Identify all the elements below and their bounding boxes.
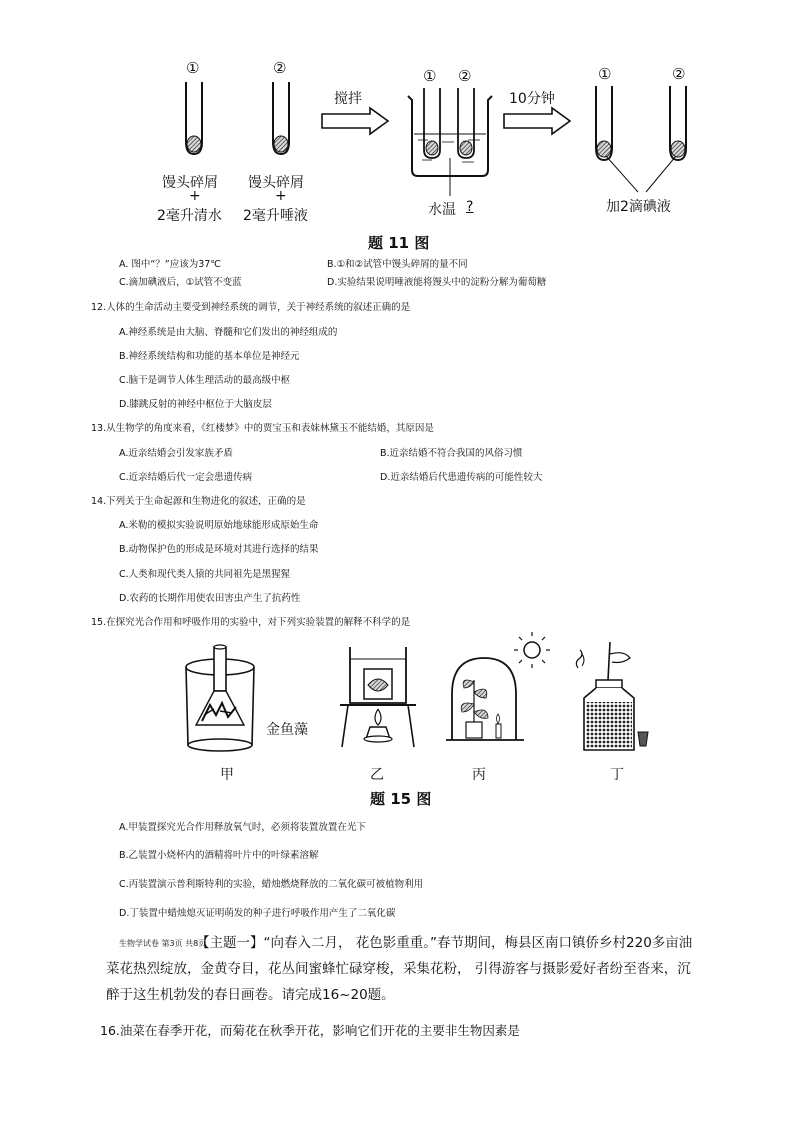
tube1-label-line1: 馒头碎屑 xyxy=(162,175,218,191)
q16-stem: 16.油菜在春季开花，而菊花在秋季开花，影响它们开花的主要非生物因素是 xyxy=(100,1023,520,1038)
q11-option-d: D.实验结果说明唾液能将馒头中的淀粉分解为葡萄糖 xyxy=(327,277,547,288)
q12-option-b: B.神经系统结构和功能的基本单位是神经元 xyxy=(119,351,300,362)
q12-option-a: A.神经系统是由大脑、脊髓和它们发出的神经组成的 xyxy=(119,327,338,338)
apparatus-yi-label: 乙 xyxy=(370,767,384,783)
seed-jar-candle-icon xyxy=(570,640,650,756)
test-tube-1-icon xyxy=(182,80,206,160)
stir-label: 搅拌 xyxy=(334,91,362,107)
water-temp-question: ? xyxy=(466,199,474,215)
figure-11-caption: 题 11 图 xyxy=(368,234,430,252)
alcohol-bath-apparatus-icon xyxy=(340,645,420,755)
q15-option-a: A.甲装置探究光合作用释放氧气时，必须将装置放置在光下 xyxy=(119,822,366,833)
q13-stem: 13.从生物学的角度来看，《红楼梦》中的贾宝玉和表妹林黛玉不能结婚，其原因是 xyxy=(91,423,434,434)
page-info: 生物学试卷 第3页 共8页 xyxy=(119,939,207,948)
q11-option-b: B.①和②试管中馒头碎屑的量不同 xyxy=(327,259,468,270)
beaker-tube2-number: ② xyxy=(458,67,472,85)
apparatus-ding-label: 丁 xyxy=(610,767,624,783)
bell-jar-plant-candle-icon xyxy=(446,632,556,758)
theme-paragraph: 【主题一】“向春入二月， 花色影重重。”春节期间，梅县区南口镇侨乡村220多亩油菜花热烈绽放，金黄夺目，花丛间蜜蜂忙碌穿梭，采集花粉， 引得游客与摄影爱好者纷至沓来，沉醉于这生机勃发的春日画卷。请完成16~20题。 xyxy=(106,935,693,1003)
apparatus-bing-label: 丙 xyxy=(472,767,486,783)
q14-option-d: D.农药的长期作用使农田害虫产生了抗药性 xyxy=(119,593,301,604)
goldfish-weed-apparatus-icon xyxy=(180,645,270,755)
q13-option-d: D.近亲结婚后代患遗传病的可能性较大 xyxy=(380,472,543,483)
tube1-number: ① xyxy=(186,59,200,77)
q13-option-c: C.近亲结婚后代一定会患遗传病 xyxy=(119,472,253,483)
q13-option-a: A.近亲结婚会引发家族矛盾 xyxy=(119,448,233,459)
q14-option-a: A.米勒的模拟实验说明原始地球能形成原始生命 xyxy=(119,520,319,531)
q13-option-b: B.近亲结婚不符合我国的风俗习惯 xyxy=(380,448,523,459)
q12-option-c: C.脑干是调节人体生理活动的最高级中枢 xyxy=(119,375,291,386)
tube2-label-line3: 2毫升唾液 xyxy=(243,208,308,224)
final-tube1-number: ① xyxy=(598,65,612,83)
q15-option-b: B.乙装置小烧杯内的酒精将叶片中的叶绿素溶解 xyxy=(119,850,319,861)
add-iodine-label: 加2滴碘液 xyxy=(606,199,671,215)
q15-option-d: D.丁装置中蜡烛熄灭证明萌发的种子进行呼吸作用产生了二氧化碳 xyxy=(119,908,396,919)
right-arrow-icon xyxy=(320,106,392,136)
water-temp-label: 水温 xyxy=(428,202,456,218)
tube1-label-line3: 2毫升清水 xyxy=(157,208,222,224)
tube2-label-line1: 馒头碎屑 xyxy=(248,175,304,191)
q14-option-c: C.人类和现代类人猿的共同祖先是黑猩猩 xyxy=(119,569,291,580)
q12-stem: 12.人体的生命活动主要受到神经系统的调节，关于神经系统的叙述正确的是 xyxy=(91,302,411,313)
q11-option-a: A. 图中“？”应该为37℃ xyxy=(119,259,221,270)
q14-option-b: B.动物保护色的形成是环境对其进行选择的结果 xyxy=(119,544,319,555)
ten-minutes-label: 10分钟 xyxy=(509,91,555,107)
q12-option-d: D.膝跳反射的神经中枢位于大脑皮层 xyxy=(119,399,272,410)
q15-option-c: C.丙装置演示普利斯特利的实验，蜡烛燃烧释放的二氧化碳可被植物利用 xyxy=(119,879,424,890)
right-arrow-icon xyxy=(502,106,574,136)
q11-option-c: C.滴加碘液后，①试管不变蓝 xyxy=(119,277,242,288)
tube2-number: ② xyxy=(273,59,287,77)
q15-stem: 15.在探究光合作用和呼吸作用的实验中，对下列实验装置的解释不科学的是 xyxy=(91,617,411,628)
beaker-tube1-number: ① xyxy=(423,67,437,85)
figure-15-caption: 题 15 图 xyxy=(370,790,432,808)
tube2-label-plus: + xyxy=(275,188,287,204)
tube1-label-plus: + xyxy=(189,188,201,204)
final-test-tubes-icon xyxy=(592,84,692,194)
apparatus-jia-label: 甲 xyxy=(220,767,234,783)
test-tube-2-icon xyxy=(269,80,293,160)
final-tube2-number: ② xyxy=(672,65,686,83)
water-bath-beaker-icon xyxy=(402,86,498,182)
q14-stem: 14.下列关于生命起源和生物进化的叙述，正确的是 xyxy=(91,496,306,507)
goldfish-weed-label: 金鱼藻 xyxy=(266,722,308,738)
